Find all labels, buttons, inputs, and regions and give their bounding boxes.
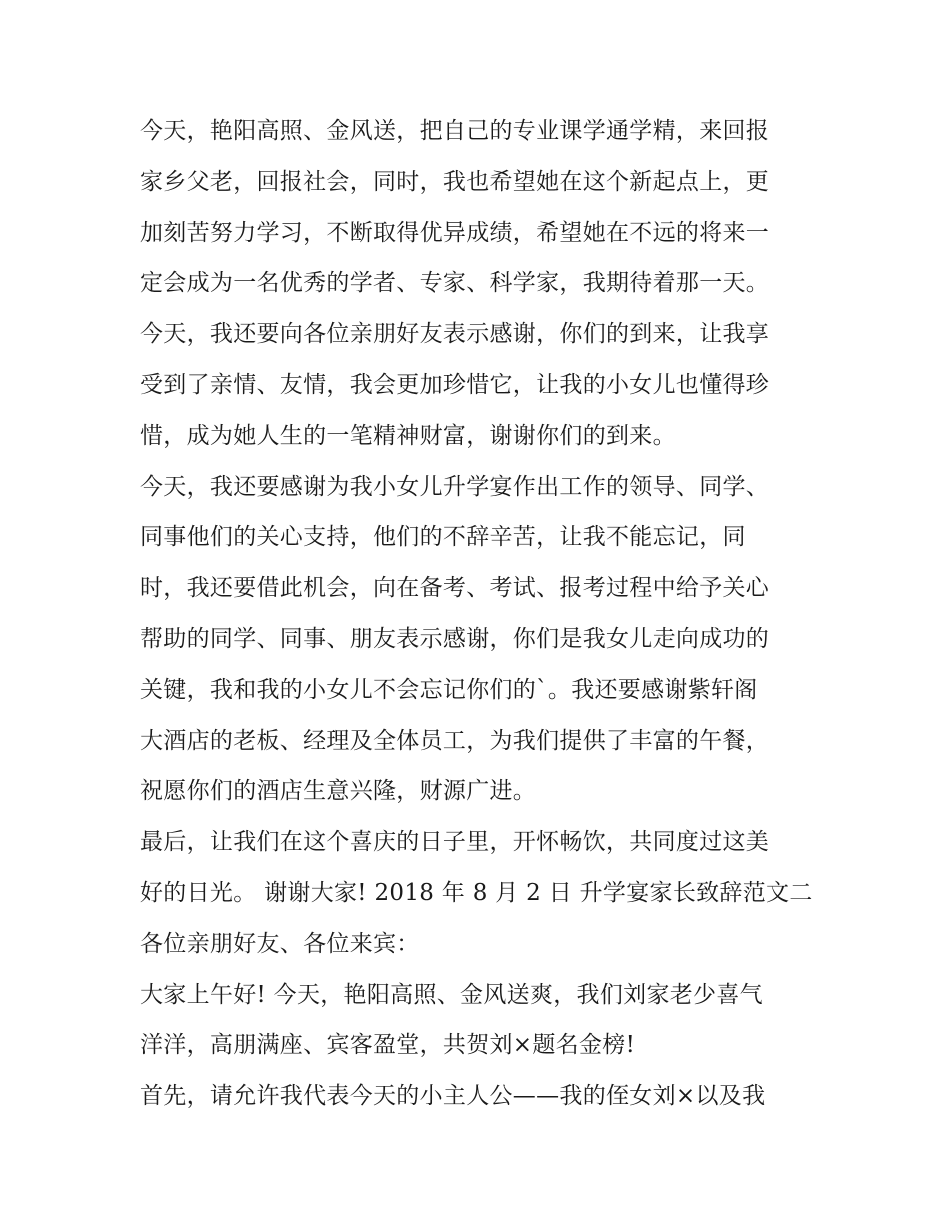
text-line: 今天，艳阳高照、金风送，把自己的专业课学通学精，来回报 [140, 118, 770, 144]
text-line: 时，我还要借此机会，向在备考、考试、报考过程中给予关心 [140, 575, 770, 602]
text-line: 同事他们的关心支持，他们的不辞辛苦，让我不能忘记，同 [140, 524, 746, 551]
text-line: 加刻苦努力学习，不断取得优异成绩，希望她在不远的将来一 [140, 219, 770, 246]
text-line: 祝愿你们的酒店生意兴隆，财源广进。 [140, 778, 537, 805]
text-line: 大家上午好! 今天，艳阳高照、金风送爽，我们刘家老少喜气 [140, 981, 763, 1008]
text-line: 各位亲朋好友、各位来宾： [140, 930, 420, 957]
text-line: 受到了亲情、友情，我会更加珍惜它，让我的小女儿也懂得珍 [140, 371, 770, 398]
text-line: 今天，我还要感谢为我小女儿升学宴作出工作的领导、同学、 [140, 473, 770, 500]
text-line: 好的日光。 谢谢大家! 2018 年 8 月 2 日 升学宴家长致辞范文二 [140, 879, 813, 906]
text-line: 定会成为一名优秀的学者、专家、科学家，我期待着那一天。 [140, 270, 770, 297]
text-line: 今天，我还要向各位亲朋好友表示感谢，你们的到来，让我享 [140, 321, 770, 348]
text-line: 首先，请允许我代表今天的小主人公——我的侄女刘×以及我 [140, 1083, 766, 1110]
text-line: 大酒店的老板、经理及全体员工，为我们提供了丰富的午餐， [140, 727, 770, 754]
text-line: 洋洋，高朋满座、宾客盈堂，共贺刘×题名金榜! [140, 1032, 636, 1059]
text-line: 帮助的同学、同事、朋友表示感谢，你们是我女儿走向成功的 [140, 625, 770, 652]
text-line: 关键，我和我的小女儿不会忘记你们的`。我还要感谢紫轩阁 [140, 676, 758, 703]
text-line: 家乡父老，回报社会，同时，我也希望她在这个新起点上，更 [140, 168, 770, 195]
text-line: 最后，让我们在这个喜庆的日子里，开怀畅饮，共同度过这美 [140, 829, 770, 856]
document-body [140, 106, 820, 1122]
text-line: 惜，成为她人生的一笔精神财富，谢谢你们的到来。 [140, 422, 676, 449]
